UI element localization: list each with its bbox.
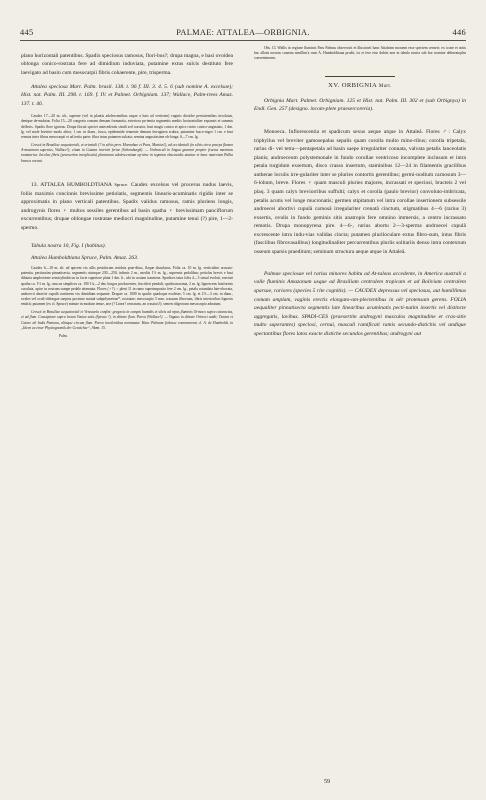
footer-label: Palm. <box>59 333 68 338</box>
running-title: PALMAE: ATTALEA—ORBIGNIA. <box>176 28 310 37</box>
signature-number: 59 <box>324 779 330 785</box>
page-number-right: 446 <box>452 28 466 37</box>
paragraph: plano horizontali patentibus. Spadix speciosus ramosus, flori-bus?; drupa magna, e basi ovoidea oblonga conico-rostrata fere ad dimidium induviata, putamine extus sulcis destituto fere laevigato ad basin cum mesocarpii fibris cohaerente, pire, trisperma. <box>21 52 233 76</box>
species-author: Spruce. <box>114 182 129 188</box>
reference-citation: Attalea Humboldtiana Spruce, Palm. Amaz. 263. <box>31 254 139 261</box>
right-column <box>254 46 466 338</box>
distribution-note: Crescit in Brasiliae aequatoriali, et orientali (? in silvis prov. Maranhao et Para, Martius!), ad occidentali (in silvis circa praeps flumen A-mazonum superius, Wallace!); etiam in Guiana inveniri fertur (Schomburgk). — Umbraculi in lingua guarani propter fructus maximos nomina-tur. Incolae fibris (praesertim inexplicatis) plantarum adolescentium op-time in tegmina obsecundis utuntur et hanc materiam Palha brasca vocant. <box>21 143 233 163</box>
genus-title: XV. ORBIGNIA <box>328 81 377 89</box>
species-heading: 13. ATTALEA HUMBOLDTIANA <box>31 182 112 189</box>
genus-reference: Orbignia Mart. Palmet. Orbigniam. 125 et Hist. nat. Palm. III. 302 et (sub Orbignya) in Endl. Gen. 257 (designo. incom-plete praesercoreria). <box>254 97 466 113</box>
genus-description: Monoeca. Inflorescentia et spadicum sexus aeque atque in Attaleâ. Flores ♂: Calyx triphyllus vel breviter gamosepalus sepalis quam corolla multo mino-ribus; corolla tripetala, rarius di- vel tetra—pentapetala ad basin saepe irregulariter connata, valvata petalis lanceolatis planis; androeceum polystemonale in fundo corollae ventricoso incomplete inclusum et intra petala turgidum exsertum, disco crasso insertum, staminibus 12—24 in filamentis gracilibus antherae loculis irre-gulariter inter se pluries contortis gerentibus; germi-nodium carnosum 3—6-lobum, breve. Flores ♀ quam masculi pluries majores, incrassati et speciosi, bracteis 2 vel plaq. 3 quam calyx breviorribus suffulti; calyx et corolla (paulo brevior) convoluto-imbricata, petalis acutis vel longe mucronatis; germen stipitatum vel intra corollae insertionem subsessile androecei abortivi cupulâ carnosâ irregulariter crenatâ cinctum, stigmatibus 4—6 (rarius 3) exsertis, ovulis in fundo geminis sitis anatropis fere omnino immersis, a centro incrassato remotis. Drupa monopyrena pire. 4—6-, rarius abortu 2—3-sperma androecei cupulâ excrescente intra indu-vias validas cincta; putamen pluriloculare extus fibro-sum, intus fibris (fasciibus fibrovasalibus) longitudinaliter percurrentibus pluriis solitariis denso intra contextum osseum sparsis praeditum; seminum structura aeque atque in Attaleâ. <box>254 129 466 255</box>
observation-note: Obs. Cl. Wallis in regione fluminis Paru Palmas observavit et illustravit hanc Attaleam moraem esse speciem censeri; ex icone et notis hac allatis nostras cuneata simillim'a cum A. Humboldtiana prodit, tis et fere eise dubiis non in tabula nostra sub hoc nomine delineatoplm conventensem. <box>254 46 466 61</box>
page-number-left: 445 <box>20 28 34 37</box>
description-small: Caudex 6—18 m. alt. ad apicem vix ullis petiolorum residuis prae-ditus, flaque dissolutus. Folia ca. 10 m. lg. verticaliter arcuato-patentia, pectinatim pinnatisecta, segmentis utrinque 230—250, infimis 2 m., mediis 1½ m. lg., supremis pedalibus; petiolus brevis e basi dilatata amplectente semicylindricus in facie superiore plani 1 dm. lt., ubi in costam transiens. Spadices intra folia 4—5 simul evoluti, erectuti spatha ca. 1½ m. lg., mucus simplices ca. 100 1¼—2 dm. longos producentes, fructiferi penduli; spatha maxima, 2 m. lg. lignescens fusiformis cuculata, apice in rostrum sumpe pedale attenuata. Flores (♂?) ♀ pleni 11 in ramo superimposito fere 2 cm. lg., petala rotundata late-obovata, androecii abortivi cupulâ continens vix dimidium sequante. Drupae ca. 1000 in spadix quadoque exoletae, 5 cm. lg. et 2½—3 cm. in diam., ovales vel ovali-oblongae saepius proximo mutuâ subpolymetrae*, rostratae; mesocarpio 5 mm. crassum fibrosum, fibris interioribus lignosis emittit; putamen (ex cl. Spruce) minute in modum tenue, arte (? Linea? cernatum, an crassius?); semen oligeorum mesocarpio adnatum. <box>21 266 233 307</box>
left-column <box>21 46 233 339</box>
distribution-note: Crescit in Brasiliae aequatoriali et Venezuela confini: gregaria in campis humidis et silvis ad ripas fluminis Orinoco supra cataractas, et ad flum. Cassiquiare supra locum Vasiva satis (Spruce !), in ditione flum. Parva (Wallace!). — Vaguus in ditione Orinoci audit; Tiastra et Cuiare ab Indis Pamona, aliisque circum flum. Parva incolentibus nominatur. Hanc Palmam forlasse commemorat cl. A. de Humboldt, in „Ideen zu einer Physiognomik der Gewächse“, Abmt. 15. <box>21 310 233 330</box>
species-paragraph <box>21 181 233 232</box>
genus-habit: Palmae speciosae vel rarius minores habitu ad At-taleas accedente, in America australi a valle fluminis Amazonum usque ad Brasiliam centralem tropicam et ad Boliviam centralem sparsae, rariores (species 5 rite cognitis). — CAUDEX depressus vel speciosus, aut humillimus comam amplam, vaginis erectis elongato-am-plectentibus in aër protensam gerens. FOLIA aequaliter pinnatisecta segmentis late linearibus acuminatis pecti-natim insertis vel distincte aggregatis, lavibus. SPADI-CES (praesertim androgyni masculos magnitudine et cras-sitie multo superantes) speciosi, cernui, masculi ramificati ramis secundo-distichis vel undique spectantibus flores latos exacte distiche secundos gerentibus; androgyni aut <box>254 270 466 337</box>
plate-reference: Tabula nostra 10, Fig. I (habitus). <box>31 242 106 249</box>
running-header <box>20 28 466 41</box>
genus-author: Mart. <box>378 83 392 89</box>
description-small: Caudex 17—20 m. alt., superne (vel in plantis adolescentibus usque a basi ad verticem) vaginis distiche persistentibus involutus, denique de-nudatus. Folia 15—20 congesta comam densam formantia, exteriora pa-tentia segmentis mediis horizontaliter expansis et summis deflexis. Spadix flore ignotus. Drupa floruit speciei antecedentis simili sed crassior, basi magis conica et apice rostro conico-angustato, 1 dm. lg. vel mole breviter modo altior, 1 cm. in diam., fusca, epidermide tenuente demum ferruginea scabra; putamine fusco-nigro 1 cm. e basi remota inter fibras mesocarpii et ad tertia parte; fibra intus putamen sulcata; semina angustissime ob-longa, 6—7 cm. lg. <box>21 114 233 139</box>
species-diagnosis: Caudex excelsus vel procerus nudus laevis, foliis maximis concinnis brevissime petiolatis, segmentis linearis-acuminatis rigidis inter se approximatis in plano verticali patentibus. Spadix validus ramosus, ramis pluriens longis, androgynis flores ♀ multos sessiles gerentibus ad basin spatha ♀ brevissimam panciflorum excurrentibus; drupae oblongae rostratae mediocri magnitudine, putamine tenui (?) pire, 1—2-spermo. <box>21 182 233 231</box>
reference-citation: Attalea speciosa Mart. Palm. brasil. 138. t. 96 f. III. 3. 4. 5. 6 (sub nomine A. excelsae); Hist. nat. Palm. III. 298. t. 169. f. IV. et Palmet. Orbigniam. 137; Wallace, Palm-trees Amaz. 137. t. 46. <box>21 83 233 107</box>
genus-heading <box>254 81 466 92</box>
